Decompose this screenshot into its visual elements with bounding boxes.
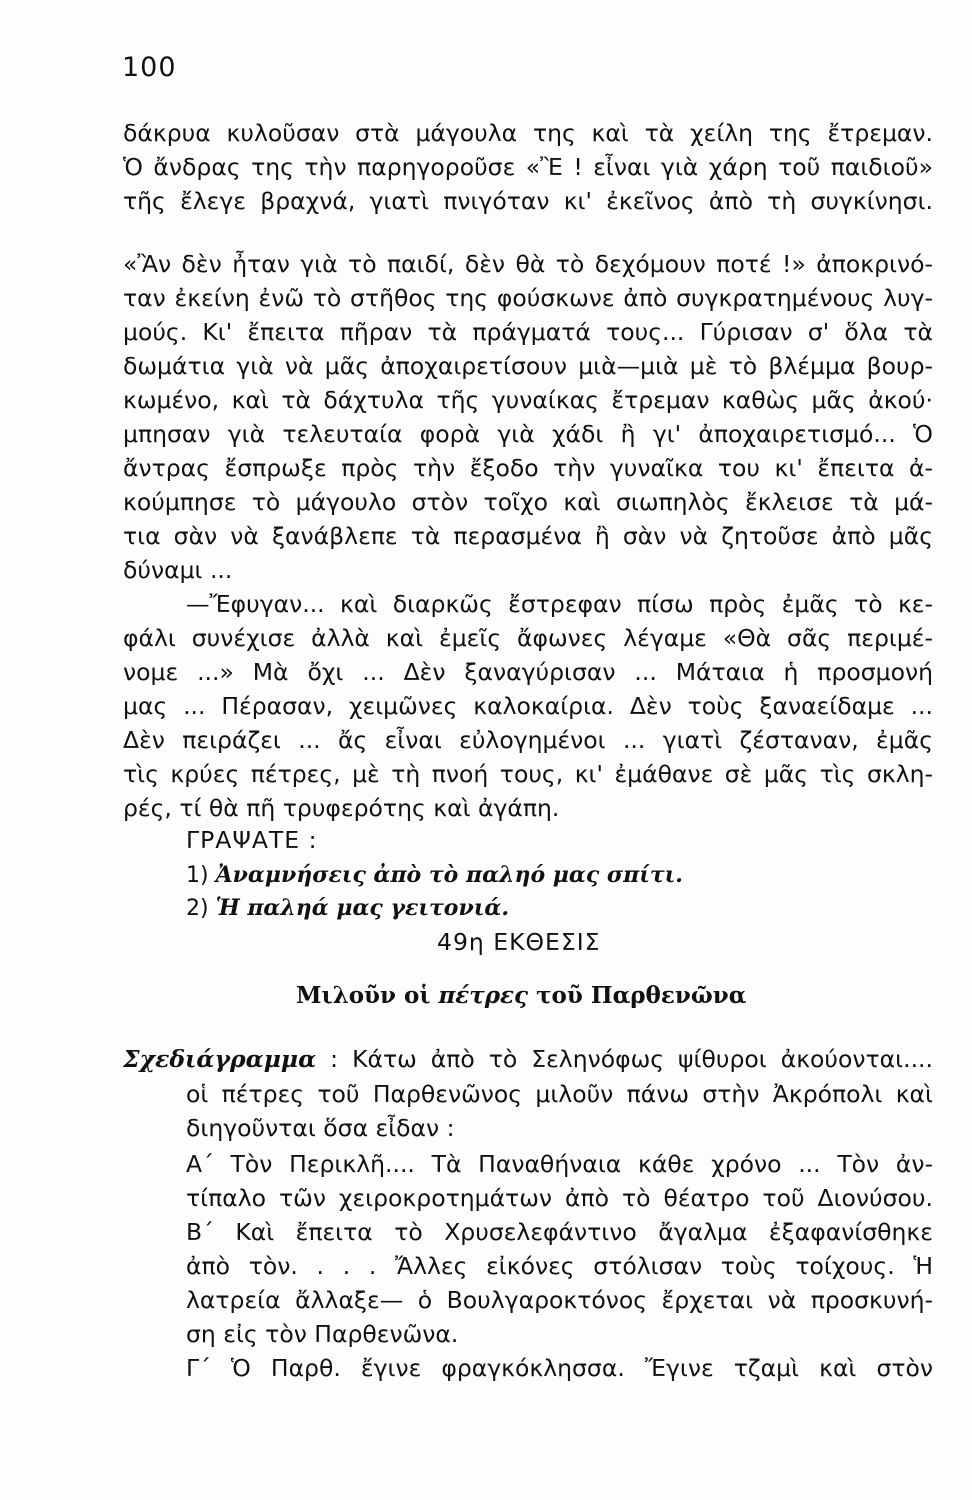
body-line: δύναμι ... (123, 556, 233, 584)
body-line: κωμένο, καὶ τὰ δάχτυλα τῆς γυναίκας ἔτρεμαν καθὼς μᾶς ἀκού· (123, 386, 933, 414)
outline-text: : Κάτω ἀπὸ τὸ Σεληνόφως ψίθυροι ἀκούονται.... (316, 1045, 933, 1073)
body-line: δάκρυα κυλοῦσαν στὰ μάγουλα της καὶ τὰ χείλη της ἔτρεμαν. (123, 119, 933, 147)
body-line: φάλι συνέχισε ἀλλὰ καὶ ἐμεῖς ἄφωνες λέγαμε «Θὰ σᾶς περιμέ- (123, 624, 933, 652)
essay-title-part: πέτρες (438, 982, 529, 1009)
body-line: τὶς κρύες πέτρες, μὲ τὴ πνοή τους, κι' ἐμάθανε σὲ μᾶς τὶς σκλη- (123, 760, 933, 788)
assignment-item (186, 862, 683, 888)
body-line: Δὲν πειράζει ... ἄς εἶναι εὐλογημένοι ... γιατὶ ζέσταναν, ἐμᾶς (123, 726, 933, 754)
body-line: —Ἔφυγαν... καὶ διαρκῶς ἔστρεφαν πίσω πρὸς ἐμᾶς τὸ κε- (186, 590, 933, 618)
outline-line: λατρεία ἄλλαξε— ὁ Βουλγαροκτόνος ἔρχεται νὰ προσκυνή- (186, 1286, 933, 1314)
body-line: ἄντρας ἔσπρωξε πρὸς τὴν ἔξοδο τὴν γυναῖκα του κι' ἔπειτα ἀ- (123, 454, 933, 482)
assignment-item-number: 1) (186, 863, 209, 888)
body-line: μας ... Πέρασαν, χειμῶνες καλοκαίρια. Δὲν τοὺς ξαναείδαμε ... (123, 692, 933, 720)
body-line: τῆς ἔλεγε βραχνά, γιατὶ πνιγόταν κι' ἐκεῖνος ἀπὸ τὴ συγκίνησι. (123, 187, 933, 215)
outline-first-line (123, 1042, 933, 1076)
outline-line: Γ΄ Ὁ Παρθ. ἔγινε φραγκόκλησσα. Ἔγινε τζαμὶ καὶ στὸν (186, 1354, 933, 1382)
outline-line: τίπαλο τῶν χειροκροτημάτων ἀπὸ τὸ θέατρο τοῦ Διονύσου. (186, 1184, 933, 1212)
outline-label: Σχεδιάγραμμα (123, 1045, 317, 1073)
body-line: τια σὰν νὰ ξανάβλεπε τὰ περασμένα ἢ σὰν νὰ ζητοῦσε ἀπὸ μᾶς (123, 522, 933, 550)
body-line: Ὁ ἄνδρας της τὴν παρηγοροῦσε «Ἒ ! εἶναι γιὰ χάρη τοῦ παιδιοῦ» (123, 153, 933, 181)
body-line: «Ἂν δὲν ἦταν γιὰ τὸ παιδί, δὲν θὰ τὸ δεχόμουν ποτέ !» ἀποκρινό- (123, 250, 933, 278)
assignment-item-title: Ἀναμνήσεις ἀπὸ τὸ παληό μας σπίτι. (215, 862, 683, 888)
outline-line: Β΄ Καὶ ἔπειτα τὸ Χρυσελεφάντινο ἄγαλμα ἐξαφανίσθηκε (186, 1218, 933, 1246)
body-line: δωμάτια γιὰ νὰ μᾶς ἀποχαιρετίσουν μιὰ—μιὰ μὲ τὸ βλέμμα βουρ- (123, 352, 933, 380)
page-number: 100 (122, 52, 177, 83)
assignment-heading: ΓΡΑΨΑΤΕ : (186, 826, 318, 854)
essay-title (296, 982, 746, 1009)
outline-line: οἱ πέτρες τοῦ Παρθενῶνος μιλοῦν πάνω στὴν Ἀκρόπολι καὶ (186, 1080, 933, 1108)
body-line: κούμπησε τὸ μάγουλο στὸν τοῖχο καὶ σιωπηλὸς ἔκλεισε τὰ μά- (123, 488, 933, 516)
assignment-item (186, 895, 509, 921)
body-line: ταν ἐκείνη ἐνῶ τὸ στῆθος της φούσκωνε ἀπὸ συγκρατημένους λυγ- (123, 284, 933, 312)
assignment-item-title: Ἡ παληά μας γειτονιά. (215, 895, 509, 921)
outline-line: ἀπὸ τὸν. . . . Ἄλλες εἰκόνες στόλισαν τοὺς τοίχους. Ἡ (186, 1252, 933, 1280)
body-line: μπησαν γιὰ τελευταία φορὰ γιὰ χάδι ἢ γι' ἀποχαιρετισμό... Ὁ (123, 420, 933, 448)
outline-line: ση εἰς τὸν Παρθενῶνα. (186, 1320, 459, 1348)
outline-line: Α΄ Τὸν Περικλῆ.... Τὰ Παναθήναια κάθε χρόνο ... Τὸν ἀν- (186, 1150, 933, 1178)
essay-title-part: Μιλοῦν οἱ (296, 982, 431, 1009)
body-line: νομε ...» Μὰ ὄχι ... Δὲν ξαναγύρισαν ... Μάταια ἡ προσμονή (123, 658, 933, 686)
body-line: ρές, τί θὰ πῆ τρυφερότης καὶ ἀγάπη. (123, 794, 560, 822)
essay-number-heading: 49η ΕΚΘΕΣΙΣ (437, 928, 601, 956)
outline-line: διηγοῦνται ὅσα εἶδαν : (186, 1114, 455, 1142)
essay-title-part: τοῦ Παρθενῶνα (536, 982, 747, 1009)
assignment-item-number: 2) (186, 896, 209, 921)
body-line: μούς. Κι' ἔπειτα πῆραν τὰ πράγματά τους... Γύρισαν σ' ὅλα τὰ (123, 318, 933, 346)
